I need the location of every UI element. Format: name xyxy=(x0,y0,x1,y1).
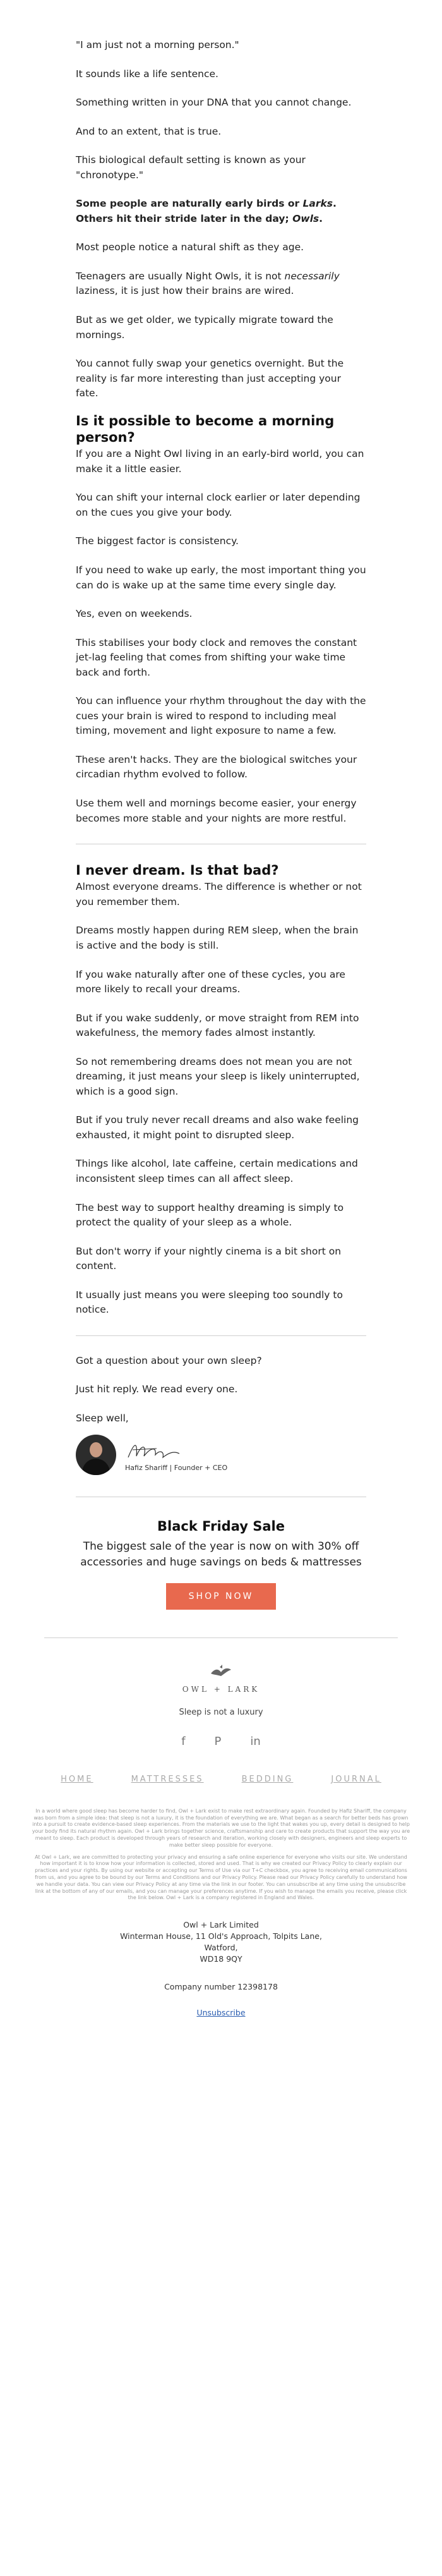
founder-signature-block xyxy=(76,1435,366,1475)
paragraph: But as we get older, we typically migrate toward the mornings. xyxy=(76,314,333,341)
paragraph: Almost everyone dreams. The difference is whether or not you remember them. xyxy=(76,881,362,908)
nav-journal[interactable]: JOURNAL xyxy=(331,1774,381,1784)
owl-lark-logo[interactable] xyxy=(170,1663,272,1694)
paragraph: This stabilises your body clock and removes the constant jet-lag feeling that comes from shifting your wake time back and forth. xyxy=(76,636,357,678)
tagline: Sleep is not a luxury xyxy=(179,1707,263,1717)
dream-section xyxy=(76,862,366,1318)
promo-title: Black Friday Sale xyxy=(157,1519,285,1534)
black-friday-promo xyxy=(57,1519,385,1609)
logo-text: OWL + LARK xyxy=(182,1684,260,1694)
paragraph: "I am just not a morning person." xyxy=(76,39,239,51)
footer xyxy=(0,1663,442,2018)
intro-section xyxy=(76,0,366,826)
paragraph: Things like alcohol, late caffeine, certain medications and inconsistent sleep times can all affect sleep. xyxy=(76,1158,358,1184)
paragraph: You can influence your rhythm throughout the day with the cues your brain is wired to respond to including meal timing, movement and light exposure to name a few. xyxy=(76,695,366,737)
nav-bedding[interactable]: BEDDING xyxy=(241,1774,294,1784)
paragraph: Sleep well, xyxy=(76,1412,129,1424)
founder-name: Hafiz Shariff | Founder + CEO xyxy=(125,1463,228,1472)
paragraph: If you are a Night Owl living in an early-bird world, you can make it a little easier. xyxy=(76,448,364,475)
paragraph: This biological default setting is known as your "chronotype." xyxy=(76,154,306,181)
social-links xyxy=(0,1735,442,1748)
teenager-paragraph: Teenagers are usually Night Owls, it is not necessarily laziness, it is just how their brains are wired. xyxy=(76,270,340,297)
linkedin-icon[interactable]: in xyxy=(250,1734,261,1748)
handwritten-signature xyxy=(125,1438,182,1464)
company-address: Owl + Lark Limited Winterman House, 11 Old's Approach, Tolpits Lane, Watford, WD18 9QY xyxy=(120,1920,322,1964)
privacy-text: At Owl + Lark, we are committed to protecting your privacy and ensuring a safe online experience for everyone who visits our site. We understand how important it is to know how your information is collected, stored and used. That is why we created our Privacy Policy to clearly explain our practices and your rights. By using our website or accepting our Terms of Use via our T+C checkbox, you agree to receiving email communications from us, and you agree to be bound by our Terms and Conditions and our Privacy Policy. Please read our Privacy Policy carefully to understand how we handle your data. You can view our Privacy Policy at any time via the link in our footer. You can unsubscribe at any time using the unsubscribe link at the bottom of any of our emails, and you can manage your preferences anytime. If you wish to manage the emails you receive, please click the link below. Owl + Lark is a company registered in England and Wales. xyxy=(35,1854,407,1901)
about-text: In a world where good sleep has become harder to find, Owl + Lark exist to make rest extraordinary again. Founded by Hafiz Shariff, the company was born from a simple idea: that sleep is not a luxury, it is the foundation of everything we are. What began as a search for better beds has grown into a pursuit to create evidence-based sleep experiences. From the materials we use to the light that wakes you up, every detail is designed to help your body find its natural rhythm again. Owl + Lark brings together science, craftsmanship and care to create products that support the way you are meant to sleep. Each product is developed through years of research and iteration, working closely with designers, engineers and sleep experts to make better sleep possible for everyone. xyxy=(32,1807,410,1848)
facebook-icon[interactable]: f xyxy=(181,1734,186,1748)
paragraph: If you wake naturally after one of these cycles, you are more likely to recall your dreams. xyxy=(76,968,345,995)
paragraph: Just hit reply. We read every one. xyxy=(76,1383,238,1395)
promo-text: The biggest sale of the year is now on with 30% off accessories and huge savings on beds & mattresses xyxy=(80,1540,362,1569)
paragraph: You can shift your internal clock earlier or later depending on the cues you give your body. xyxy=(76,492,361,518)
section-heading-morning-person: Is it possible to become a morning person? xyxy=(76,413,335,445)
nav-mattresses[interactable]: MATTRESSES xyxy=(131,1774,204,1784)
company-number: Company number 12398178 xyxy=(164,1981,278,1991)
pinterest-icon[interactable]: P xyxy=(214,1734,222,1748)
paragraph: But if you wake suddenly, or move straight from REM into wakefulness, the memory fades almost instantly. xyxy=(76,1012,359,1039)
signoff-section xyxy=(76,1354,366,1476)
section-heading-dreams: I never dream. Is that bad? xyxy=(76,863,279,878)
paragraph: But don't worry if your nightly cinema is a bit short on content. xyxy=(76,1245,342,1272)
paragraph: It sounds like a life sentence. xyxy=(76,68,218,80)
bird-logo-icon xyxy=(208,1663,234,1680)
shop-now-button[interactable]: SHOP NOW xyxy=(166,1583,277,1610)
paragraph: Dreams mostly happen during REM sleep, when the brain is active and the body is still. xyxy=(76,925,359,951)
paragraph: So not remembering dreams does not mean you are not dreaming, it just means your sleep is likely uninterrupted, which is a good sign. xyxy=(76,1055,360,1097)
paragraph: It usually just means you were sleeping too soundly to notice. xyxy=(76,1289,343,1316)
paragraph: But if you truly never recall dreams and also wake feeling exhausted, it might point to disrupted sleep. xyxy=(76,1114,359,1141)
paragraph: If you need to wake up early, the most important thing you can do is wake up at the same time every single day. xyxy=(76,564,366,591)
paragraph: Use them well and mornings become easier, your energy becomes more stable and your nights are more restful. xyxy=(76,798,357,824)
paragraph: Got a question about your own sleep? xyxy=(76,1354,262,1366)
paragraph: The best way to support healthy dreaming is simply to protect the quality of your sleep as a whole. xyxy=(76,1201,344,1229)
divider xyxy=(76,1335,366,1336)
footer-nav xyxy=(0,1775,442,1784)
paragraph: Most people notice a natural shift as they age. xyxy=(76,241,304,253)
divider xyxy=(44,1637,398,1638)
legal-text xyxy=(32,1808,410,1902)
chronotype-emphasis: Some people are naturally early birds or Larks. Others hit their stride later in the day; Owls. xyxy=(76,198,337,224)
paragraph: These aren't hacks. They are the biological switches your circadian rhythm evolved to follow. xyxy=(76,753,357,781)
unsubscribe-link[interactable]: Unsubscribe xyxy=(196,2007,246,2017)
paragraph: Something written in your DNA that you cannot change. xyxy=(76,97,352,109)
avatar xyxy=(76,1435,116,1475)
paragraph: And to an extent, that is true. xyxy=(76,125,222,137)
paragraph: You cannot fully swap your genetics overnight. But the reality is far more interesting than just accepting your fate. xyxy=(76,358,344,399)
paragraph: The biggest factor is consistency. xyxy=(76,535,239,547)
nav-home[interactable]: HOME xyxy=(61,1774,93,1784)
paragraph: Yes, even on weekends. xyxy=(76,608,193,620)
